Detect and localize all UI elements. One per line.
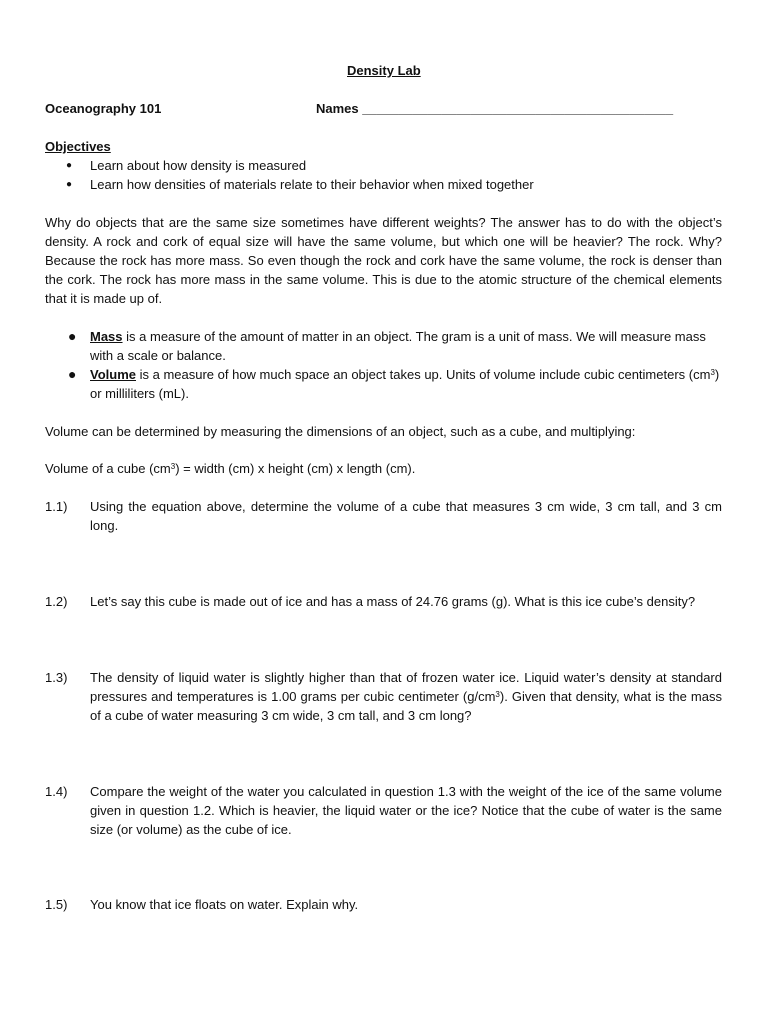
question-text-part: The density of liquid water is slightly higher than that of frozen water ice. Liquid water’s density at standard pressures and temperatures is 1.00 grams per cubic centimeter (g/cm [90,670,722,704]
bullet-icon: ● [66,179,73,190]
bullet-icon: ● [68,328,77,344]
question-number: 1.4) [45,784,68,799]
question-text: Compare the weight of the water you calculated in question 1.3 with the weight of the ice of the same volume given in question 1.2. Which is heavier, the liquid water or the ice? Notice that the cube of water is the same size (or volume) as the cube of ice. [90,784,722,837]
question-text-part: ). Given that density, what is the mass of a cube of water measuring 3 cm wide, 3 cm tall, and 3 cm long? [90,689,722,723]
objectives-heading: Objectives [45,139,111,154]
volume-text: ) or milliliters (mL). [90,367,720,401]
volume-intro: Volume can be determined by measuring the dimensions of an object, such as a cube, and multiplying: [45,424,636,439]
question-text: You know that ice floats on water. Explain why. [90,897,359,912]
bullet-icon: ● [66,160,73,171]
question-number: 1.1) [45,499,68,514]
superscript: 3 [170,462,176,471]
page-title: Density Lab [347,63,421,78]
volume-definition [90,365,722,403]
superscript: 3 [495,690,500,699]
question-text: Using the equation above, determine the volume of a cube that measures 3 cm wide, 3 cm tall, and 3 cm long. [90,499,722,533]
formula-text: Volume of a cube (cm [45,461,171,476]
mass-text: is a measure of the amount of matter in an object. The gram is a unit of mass. We will measure mass with a scale or balance. [90,329,706,363]
volume-formula [45,459,415,478]
formula-text: ) = width (cm) x height (cm) x length (cm). [175,461,416,476]
mass-term: Mass [90,329,123,344]
volume-term: Volume [90,367,136,382]
superscript: 3 [710,368,715,377]
question-number: 1.5) [45,897,68,912]
objective-item: Learn about how density is measured [90,158,307,173]
question-text: Let’s say this cube is made out of ice and has a mass of 24.76 grams (g). What is this ice cube’s density? [90,594,696,609]
objective-item: Learn how densities of materials relate to their behavior when mixed together [90,177,534,192]
mass-definition [90,327,722,365]
intro-paragraph: Why do objects that are the same size sometimes have different weights? The answer has to do with the object’s density. A rock and cork of equal size will have the same volume, but which one will be heavier? The rock. Why? Because the rock has more mass. So even though the rock and cork have the same volume, the rock is denser than the cork. The rock has more mass in the same volume. This is due to the atomic structure of the chemical elements that it is made up of. [45,215,722,306]
names-field: Names ___________________________________________ [316,101,674,116]
question-text [90,668,722,725]
question-number: 1.2) [45,594,68,609]
volume-text: is a measure of how much space an object takes up. Units of volume include cubic centimeters (cm [136,367,711,382]
course-name: Oceanography 101 [45,101,162,116]
bullet-icon: ● [68,366,77,382]
question-number: 1.3) [45,670,68,685]
